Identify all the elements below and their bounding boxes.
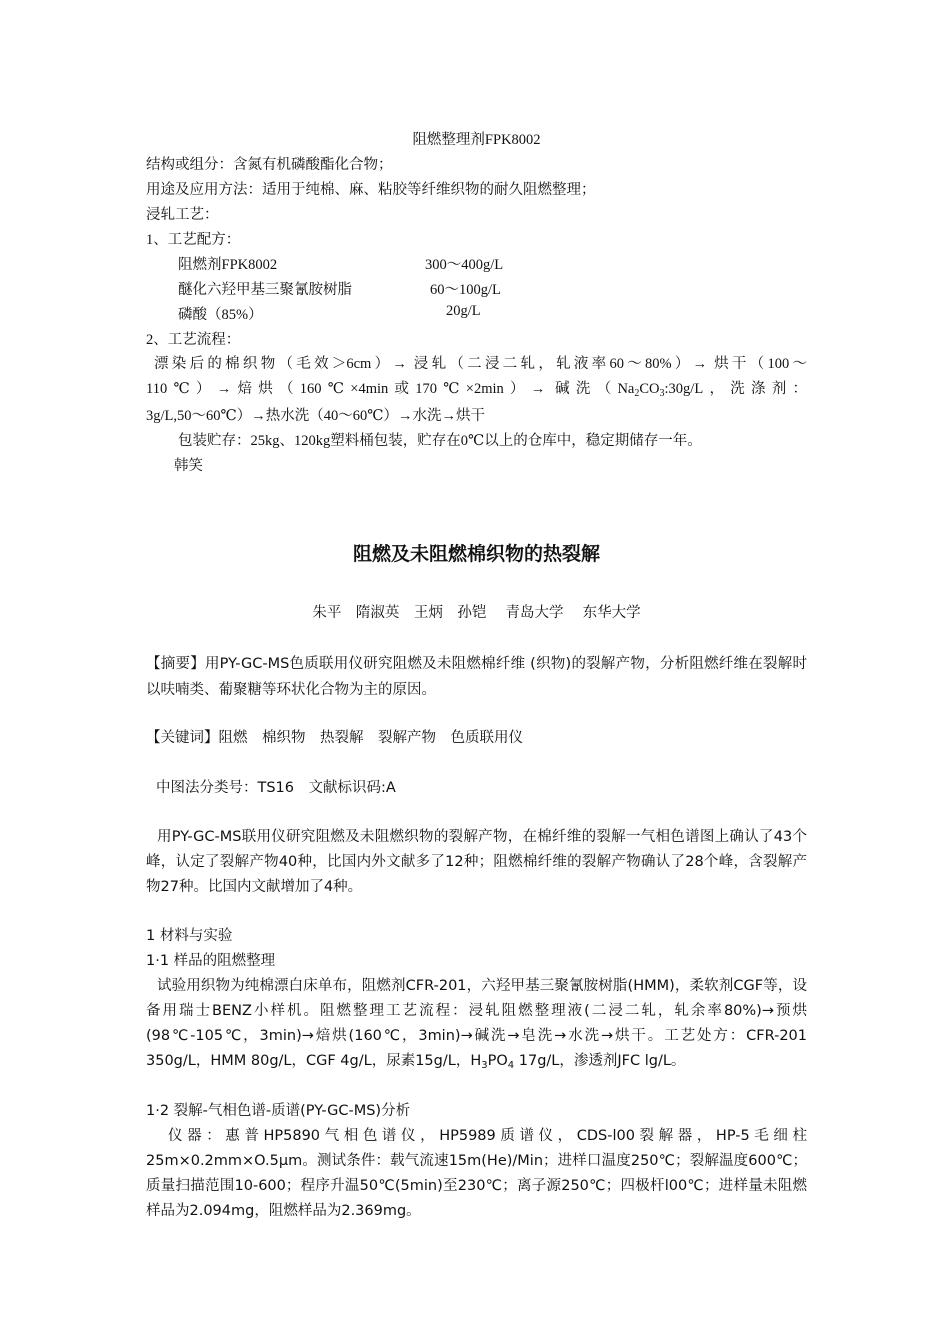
article-title: 阻燃及未阻燃棉织物的热裂解 [352,543,600,565]
abstract-paragraph: 【摘要】用PY-GC-MS色质联用仪研究阻燃及未阻燃棉纤维 (织物)的裂解产物，分析阻燃纤维在裂解时以呋喃类、葡聚糖等环状化合物为主的原因。 [146,656,807,698]
doc-title: 阻燃整理剂FPK8002 [412,132,541,148]
materials-paragraph: 试验用织物为纯棉漂白床单布，阻燃剂CFR-201，六羟甲基三聚氰胺树脂(HMM)，柔软剂CGF等，设备用瑞士BENZ小样机。阻燃整理工艺流程：浸轧阻燃整理液(二浸二轧，轧余率80%)→预烘(98℃-105℃，3min)→焙烘(160℃，3min)→碱洗→皂洗→水洗→烘干。工艺处方：CFR-201 350g/L，HMM 80g/L，CGF 4g/L，尿素15g/L，$H_3PO_4$ 17g/L，渗透剂JFC lg/L。 [146,978,807,1071]
article-authors: 朱平 隋淑英 王炳 孙铠 青岛大学 东华大学 [312,605,641,621]
formula-item-name: 醚化六羟甲基三聚氰胺树脂 [178,282,352,298]
intro-paragraph: 用PY-GC-MS联用仪研究阻燃及未阻燃织物的裂解产物，在棉纤维的裂解一气相色谱图上确认了43个峰，认定了裂解产物40种，比国内外文献多了12种；阻燃棉纤维的裂解产物确认了28个峰，含裂解产物27种。比国内文献增加了4种。 [146,829,807,895]
formula-item-name: 阻燃剂FPK8002 [178,257,278,273]
section-heading: 1 材料与实验 [146,928,233,944]
flow-line: 3g/L,50～60℃）→热水洗（40～60℃）→水洗→烘干 [146,408,485,424]
packaging-line: 包装贮存：25kg、120kg塑料桶包装，贮存在0℃以上的仓库中，稳定期储存一年。 [178,433,702,449]
classification-line: 中图法分类号：TS16 文献标识码:A [156,780,396,796]
author-name: 韩笑 [174,458,203,474]
subsection-heading: 1·1 样品的阻燃整理 [146,953,276,969]
process-heading: 浸轧工艺： [146,207,219,223]
formula-item-amount: 300～400g/L [425,257,504,273]
formula-item-amount: 60～100g/L [430,282,501,298]
formula-item-amount: 20g/L [446,303,481,319]
formula-item-name: 磷酸（85%） [178,307,263,323]
structure-line: 结构或组分：含氮有机磷酸酯化合物； [146,157,393,173]
keywords-line: 【关键词】阻燃 棉织物 热裂解 裂解产物 色质联用仪 [146,730,523,746]
formula-heading: 1、工艺配方： [146,232,241,248]
subsection-heading: 1·2 裂解-气相色谱-质谱(PY-GC-MS)分析 [146,1103,411,1119]
flow-heading: 2、工艺流程： [146,332,241,348]
instrument-paragraph: 仪器：惠普HP5890气相色谱仪，HP5989质谱仪，CDS-l00裂解器，HP-5毛细柱25m×0.2mm×O.5μm。测试条件：载气流速15m(He)/Min；进样口温度250℃；裂解温度600℃；质量扫描范围10-600；程序升温50℃(5min)至230℃；离子源250℃；四极杆l00℃；进样量未阻燃样品为2.094mg，阻燃样品为2.369mg。 [146,1128,807,1219]
flow-line: 漂染后的棉织物（毛效＞6cm）→ 浸轧（二浸二轧，轧液率60～80%）→ 烘干（100～ [154,356,807,372]
usage-line: 用途及应用方法：适用于纯棉、麻、粘胶等纤维织物的耐久阻燃整理； [146,182,596,198]
flow-line: 110℃）→焙烘（160℃×4min或170℃×2min）→ 碱洗（$Na_2CO_3:30g/L$，洗涤剂： [146,381,807,399]
